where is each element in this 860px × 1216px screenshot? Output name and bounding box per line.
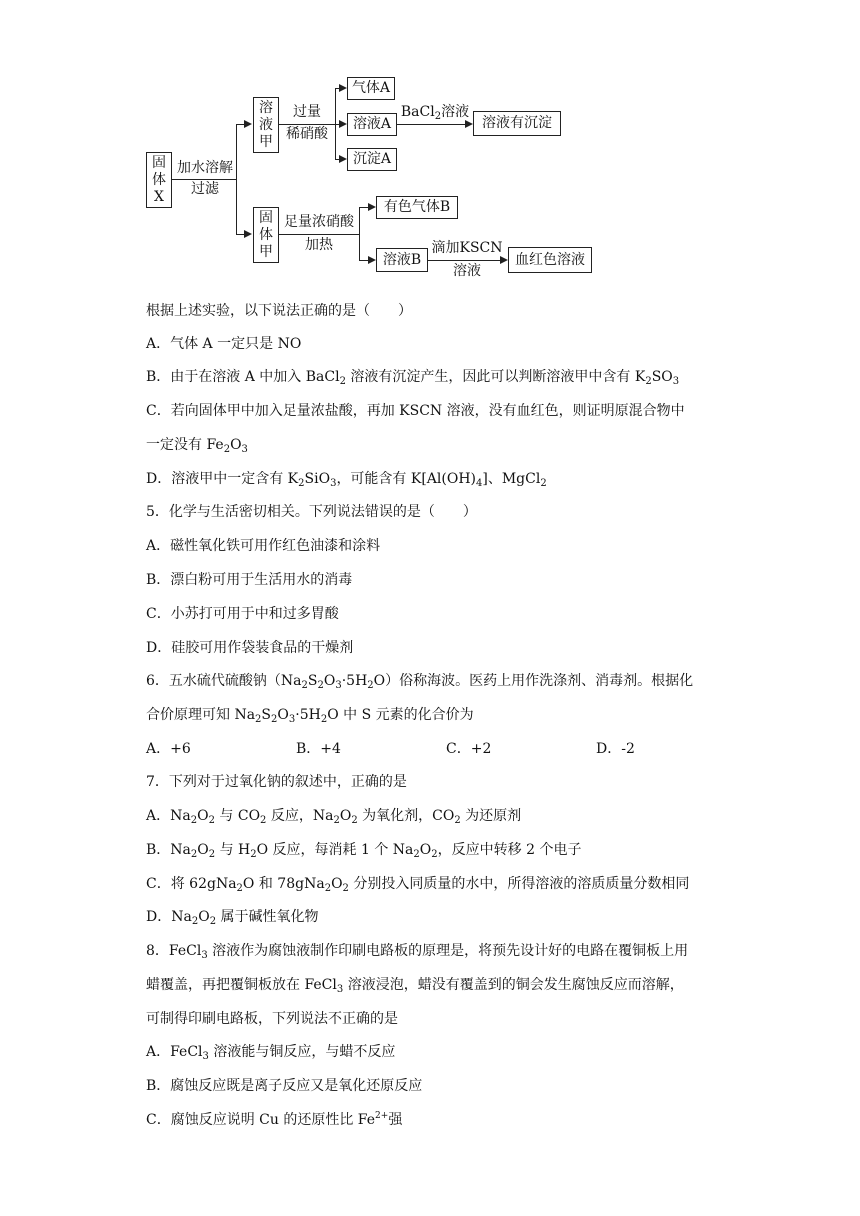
q7-option-b: B．$Na_2O_2$ 与 $H_2O$ 反应，每消耗 1 个 $Na_2O_2$，反应中转移 2 个电子	[146, 842, 582, 860]
flow-diagram	[0, 0, 860, 290]
q6-option-b: B．+4	[296, 741, 341, 757]
solid-x-box	[146, 152, 172, 208]
q7-stem: 7．下列对于过氧化钠的叙述中，正确的是	[146, 774, 407, 790]
connector	[236, 124, 237, 235]
solution-jia-char: 甲	[259, 133, 273, 150]
q8-line3: 可制得印刷电路板，下列说法不正确的是	[146, 1011, 398, 1027]
kscn-label-top: 滴加KSCN	[431, 240, 503, 256]
solution-jia-char: 液	[259, 116, 273, 133]
q4-option-d: D．溶液甲中一定含有 $K_2SiO_3$，可能含有 $K[Al(OH)_4]$、MgCl$_2$	[146, 471, 547, 489]
q7-option-a: A．$Na_2O_2$ 与 $CO_2$ 反应，$Na_2O_2$ 为氧化剂，$CO_2$ 为还原剂	[146, 808, 522, 826]
solution-jia-box	[253, 97, 279, 153]
precipitate-a-box: 沉淀A	[347, 148, 397, 171]
solution-a-box: 溶液A	[347, 113, 397, 136]
connector	[279, 234, 359, 235]
solid-jia-box	[253, 207, 279, 263]
step2-label-bottom: 稀硝酸	[286, 126, 328, 142]
solid-jia-char: 体	[259, 226, 273, 243]
arrow	[339, 120, 347, 128]
step3-label-top: 足量浓硝酸	[284, 214, 354, 230]
q8-line2: 蜡覆盖，再把覆铜板放在 FeCl$_3$ 溶液浸泡，蜡没有覆盖到的铜会发生腐蚀反应而溶解，	[146, 977, 684, 995]
kscn-label-bottom: 溶液	[453, 263, 481, 279]
colored-gas-b-box: 有色气体B	[376, 196, 458, 219]
q7-option-c: C．将 62gNa$_2$O 和 $78gNa_2O_2$ 分别投入同质量的水中，所得溶液的溶质质量分数相同	[146, 876, 690, 894]
q4-option-c-line1: C．若向固体甲中加入足量浓盐酸，再加 KSCN 溶液，没有血红色，则证明原混合物中	[146, 403, 685, 419]
connector	[359, 207, 360, 261]
bacl2-label: BaCl$_2$溶液	[400, 104, 470, 122]
q5-option-b: B．漂白粉可用于生活用水的消毒	[146, 572, 353, 588]
q5-option-d: D．硅胶可用作袋装食品的干燥剂	[146, 640, 354, 656]
step1-label-bottom: 过滤	[191, 181, 219, 197]
blood-red-box: 血红色溶液	[508, 247, 592, 273]
arrow	[339, 155, 347, 163]
arrow	[368, 256, 376, 264]
q5-option-c: C．小苏打可用于中和过多胃酸	[146, 606, 339, 622]
q8-option-c: C．腐蚀反应说明 Cu 的还原性比 $Fe^{2+}$强	[146, 1111, 403, 1128]
q8-option-b: B．腐蚀反应既是离子反应又是氧化还原反应	[146, 1078, 423, 1094]
solution-precipitate-box: 溶液有沉淀	[473, 111, 561, 136]
solid-x-char: 固	[152, 154, 166, 171]
q6-line2: 合价原理可知 $Na_2S_2O_3\cdot 5H_2O$ 中 S 元素的化合价为	[146, 707, 474, 725]
q5-option-a: A．磁性氧化铁可用作红色油漆和涂料	[146, 538, 381, 554]
solution-jia-char: 溶	[259, 99, 273, 116]
arrow	[244, 230, 252, 238]
solid-jia-char: 甲	[259, 243, 273, 260]
arrow	[368, 203, 376, 211]
q6-option-c: C．+2	[446, 741, 492, 757]
solid-jia-char: 固	[259, 209, 273, 226]
gas-a-box: 气体A	[347, 77, 395, 100]
solid-x-char: X	[154, 188, 164, 205]
q8-line1: 8．FeCl$_3$ 溶液作为腐蚀液制作印刷电路板的原理是，将预先设计好的电路在覆铜板上用	[146, 943, 689, 961]
q4-option-b: B．由于在溶液 A 中加入 BaCl$_2$ 溶液有沉淀产生，因此可以判断溶液甲中含有 $K_2SO_3$	[146, 369, 680, 387]
connector	[397, 124, 465, 125]
arrow	[465, 120, 473, 128]
step3-label-bottom: 加热	[305, 237, 333, 253]
connector	[428, 260, 500, 261]
q4-stem: 根据上述实验，以下说法正确的是（ ）	[146, 303, 412, 319]
q5-stem: 5．化学与生活密切相关。下列说法错误的是（ ）	[146, 504, 477, 520]
q4-option-a: A．气体 A 一定只是 NO	[146, 336, 302, 352]
q6-option-a: A．+6	[146, 741, 191, 757]
step2-label-top: 过量	[293, 104, 321, 120]
q8-option-a: A．FeCl$_3$ 溶液能与铜反应，与蜡不反应	[146, 1044, 396, 1062]
q7-option-d: D．$Na_2O_2$ 属于碱性氧化物	[146, 909, 319, 927]
solid-x-char: 体	[152, 171, 166, 188]
arrow	[244, 120, 252, 128]
solution-b-box: 溶液B	[376, 248, 428, 272]
step1-label-top: 加水溶解	[177, 160, 233, 176]
q6-option-d: D．-2	[596, 741, 635, 757]
q6-line1: 6．五水硫代硫酸钠$(Na_2S_2O_3\cdot 5H_2O)$俗称海波。医药上用作洗涤剂、消毒剂。根据化	[146, 673, 694, 691]
arrow	[339, 84, 347, 92]
q4-option-c-line2: 一定没有 $Fe_2O_3$	[146, 437, 248, 455]
